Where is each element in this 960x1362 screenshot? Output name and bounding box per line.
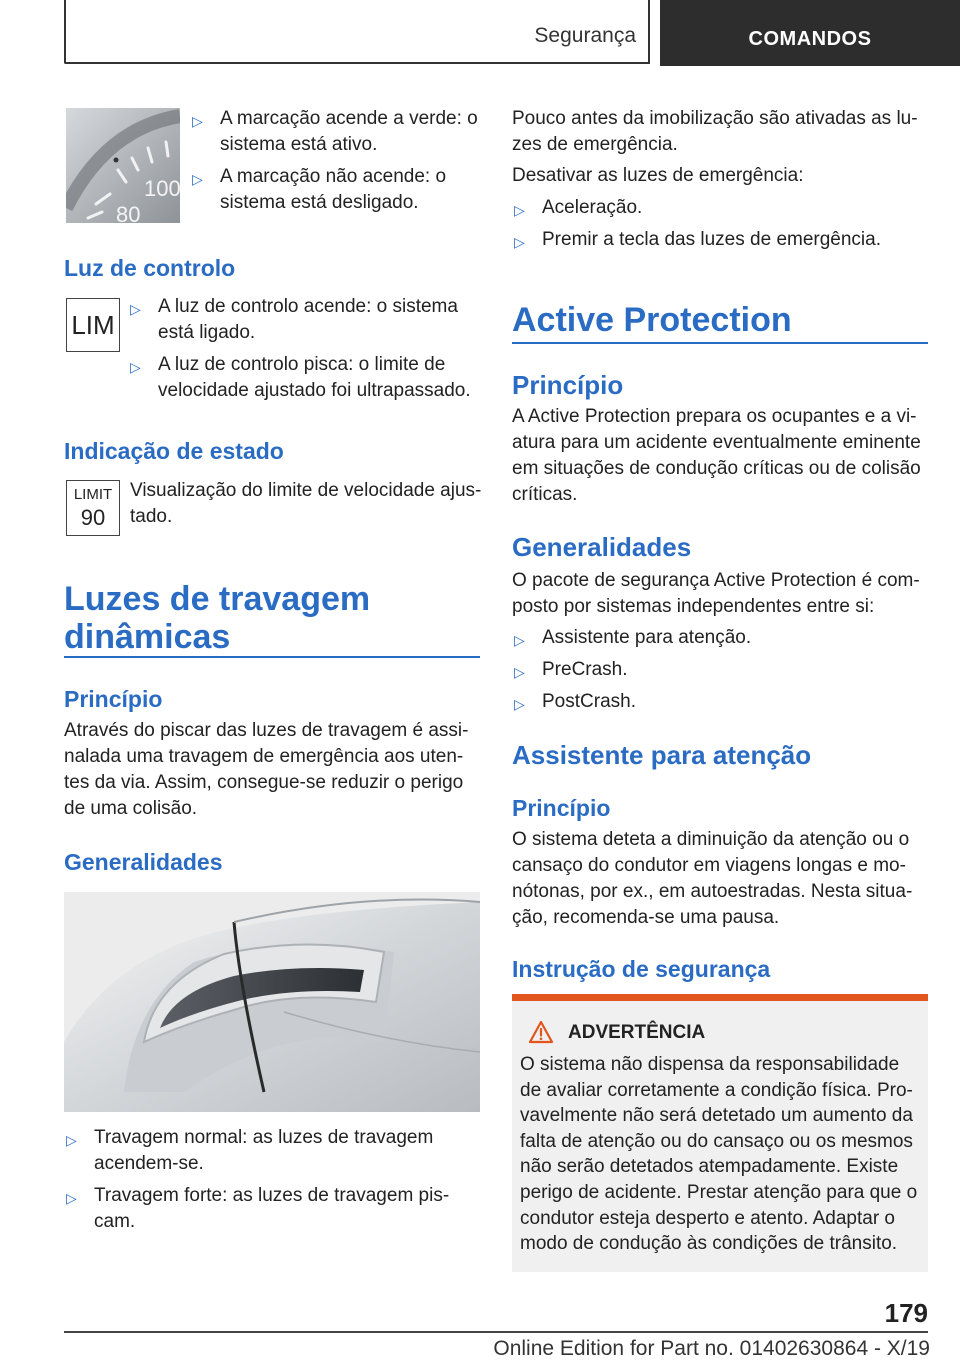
dynamic-brake-title: Luzes de travagem dinâmicas: [64, 580, 371, 656]
limit-90-sign-icon: LIMIT 90: [66, 480, 120, 536]
tail-light-image: [64, 892, 480, 1112]
list-item: ▷ A luz de controlo pisca: o limite de velocidade ajustado foi ultrapassado.: [130, 354, 471, 401]
triangle-bullet-icon: ▷: [192, 171, 203, 187]
triangle-bullet-icon: ▷: [514, 234, 525, 250]
speedometer-image: [66, 108, 180, 223]
speed-label-100: 100: [144, 176, 180, 201]
warning-triangle-icon: [528, 1020, 556, 1046]
status-text: Visualização do limite de velocidade ajus-tado.: [130, 480, 482, 527]
principle-heading: Princípio: [64, 686, 163, 712]
status-heading: Indicação de estado: [64, 438, 284, 464]
triangle-bullet-icon: ▷: [66, 1132, 77, 1148]
footer-rule: [64, 1331, 928, 1333]
general-heading: Generalidades: [64, 849, 223, 875]
lim-indicator-icon: LIM: [66, 298, 120, 352]
list-item: ▷ Aceleração.: [512, 195, 930, 221]
title-rule: [512, 342, 928, 344]
list-item: ▷ Premir a tecla das luzes de emergência.: [512, 227, 930, 253]
triangle-bullet-icon: ▷: [514, 696, 525, 712]
attention-heading: Assistente para atenção: [512, 740, 812, 770]
list-item: ▷ Travagem normal: as luzes de travagem acendem-se.: [66, 1127, 434, 1174]
header-chapter-tab: [660, 0, 960, 66]
list-item: ▷ PreCrash.: [512, 657, 930, 683]
list-item: ▷ A marcação não acende: o sistema está desligado.: [192, 166, 447, 213]
intro-text-2: Desativar as luzes de emergência:: [512, 165, 804, 186]
general-text: O pacote de segurança Active Protection é com-posto por sistemas independentes entre si:: [512, 570, 920, 617]
active-protection-title: Active Protection: [512, 301, 792, 339]
triangle-bullet-icon: ▷: [130, 301, 141, 317]
list-item: ▷ A marcação acende a verde: o sistema está ativo.: [192, 108, 478, 155]
intro-text: Pouco antes da imobilização são ativadas as lu-zes de emergência.: [512, 108, 918, 155]
triangle-bullet-icon: ▷: [192, 113, 203, 129]
triangle-bullet-icon: ▷: [130, 359, 141, 375]
list-item: ▷ A luz de controlo acende: o sistema está ligado.: [130, 296, 458, 343]
principle-text: O sistema deteta a diminuição da atenção ou o cansaço do condutor em viagens longas e mo-nótonas, por ex., em autoestradas. Nesta situa-ção, recomenda-se uma pausa.: [512, 829, 913, 928]
warning-box: [512, 994, 928, 1272]
warning-bar: [512, 994, 928, 1001]
control-light-heading: Luz de controlo: [64, 255, 236, 281]
chapter-title: COMANDOS: [748, 28, 872, 50]
principle-heading: Princípio: [512, 795, 611, 821]
list-item: ▷ Assistente para atenção.: [512, 625, 930, 651]
general-heading: Generalidades: [512, 532, 692, 562]
page-number: 179: [884, 1298, 928, 1328]
principle-heading: Princípio: [512, 370, 624, 400]
header-section-tab: [64, 0, 650, 64]
list-item: ▷ Travagem forte: as luzes de travagem pis-cam.: [66, 1185, 450, 1232]
safety-heading: Instrução de segurança: [512, 956, 771, 982]
warning-title: ADVERTÊNCIA: [568, 1022, 706, 1043]
principle-text: A Active Protection prepara os ocupantes e a vi-atura para um acidente eventualmente eminente em situações de condução críticas ou de colisão críticas.: [512, 406, 921, 505]
triangle-bullet-icon: ▷: [514, 664, 525, 680]
principle-text: Através do piscar das luzes de travagem é assi-nalada uma travagem de emergência aos uten-tes da via. Assim, consegue-se reduzir o perigo de uma colisão.: [64, 720, 469, 819]
triangle-bullet-icon: ▷: [514, 202, 525, 218]
section-title: Segurança: [534, 24, 636, 47]
edition-text: Online Edition for Part no. 01402630864 - X/19: [493, 1337, 930, 1360]
title-rule: [64, 656, 480, 658]
list-item: ▷ PostCrash.: [512, 689, 930, 715]
triangle-bullet-icon: ▷: [66, 1190, 77, 1206]
triangle-bullet-icon: ▷: [514, 632, 525, 648]
warning-text: O sistema não dispensa da responsabilidade de avaliar corretamente a condição física. Pro-vavelmente não será detetado um aumento da falta de atenção ou do cansaço ou os mesmos não serão detetados atempadamente. Existe perigo de acidente. Prestar atenção para que o condutor esteja desperto e atento. Adaptar o modo de condução às condições de trânsito.: [520, 1054, 918, 1255]
speed-label-80: 80: [116, 202, 141, 223]
